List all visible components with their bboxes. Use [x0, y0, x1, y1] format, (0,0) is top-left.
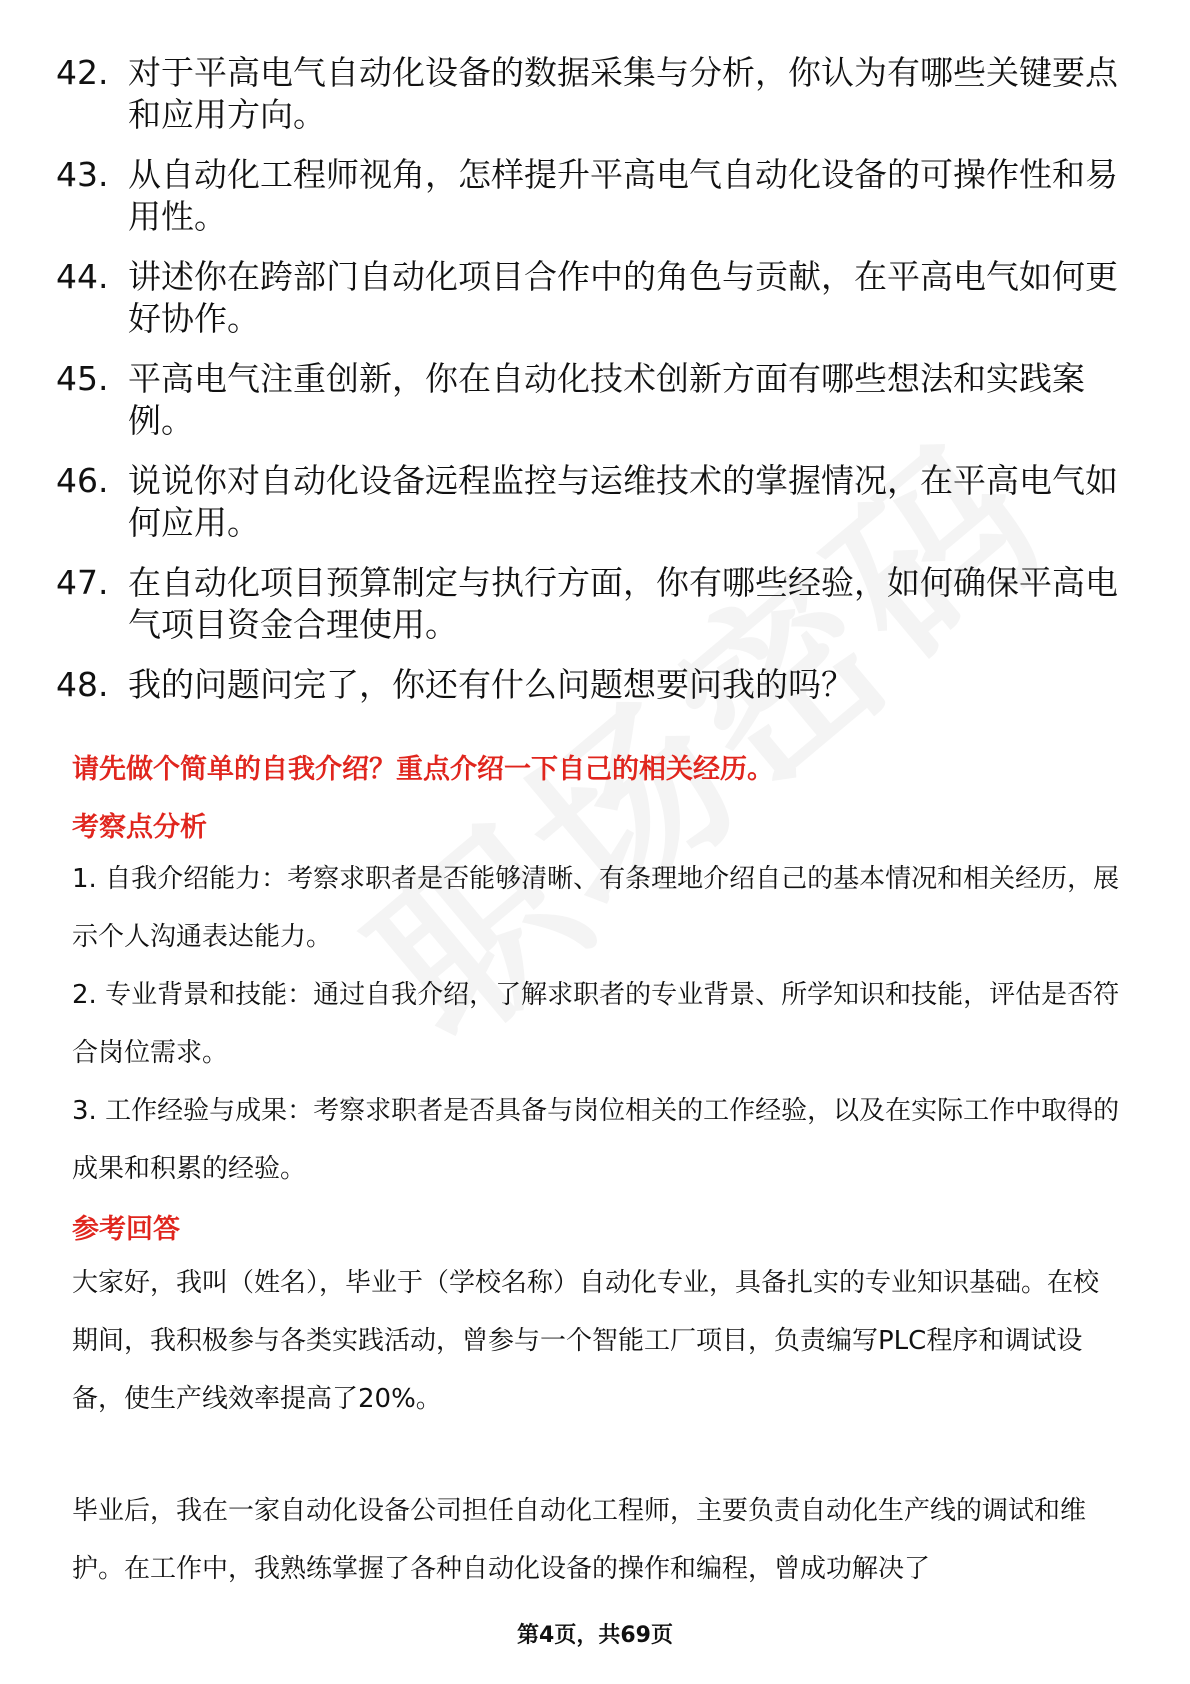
- answer-heading: 参考回答: [72, 1214, 180, 1245]
- question-text: 说说你对自动化设备远程监控与运维技术的掌握情况，在平高电气如何应用。: [128, 461, 1118, 542]
- question-list: [56, 52, 1126, 724]
- answer-paragraph: 大家好，我叫（姓名），毕业于（学校名称）自动化专业，具备扎实的专业知识基础。在校期间，我积极参与各类实践活动，曾参与一个智能工厂项目，负责编写PLC程序和调试设备，使生产线效率提高了20%。: [72, 1268, 1100, 1414]
- analysis-point: 2. 专业背景和技能：通过自我介绍，了解求职者的专业背景、所学知识和技能，评估是否符合岗位需求。: [72, 980, 1120, 1068]
- question-number: 43.: [56, 155, 109, 194]
- question-item: [56, 52, 1126, 136]
- question-number: 46.: [56, 461, 109, 500]
- question-number: 47.: [56, 563, 109, 602]
- analysis-point: 3. 工作经验与成果：考察求职者是否具备与岗位相关的工作经验，以及在实际工作中取得的成果和积累的经验。: [72, 1096, 1120, 1184]
- question-text: 我的问题问完了，你还有什么问题想要问我的吗？: [128, 665, 854, 704]
- question-text: 在自动化项目预算制定与执行方面，你有哪些经验，如何确保平高电气项目资金合理使用。: [128, 563, 1118, 644]
- question-number: 42.: [56, 53, 109, 92]
- question-text: 对于平高电气自动化设备的数据采集与分析，你认为有哪些关键要点和应用方向。: [128, 53, 1118, 134]
- featured-question: 请先做个简单的自我介绍？重点介绍一下自己的相关经历。: [72, 754, 774, 785]
- question-text: 平高电气注重创新，你在自动化技术创新方面有哪些想法和实践案例。: [128, 359, 1085, 440]
- question-text: 讲述你在跨部门自动化项目合作中的角色与贡献，在平高电气如何更好协作。: [128, 257, 1118, 338]
- question-item: [56, 358, 1126, 442]
- answer-paragraph: 毕业后，我在一家自动化设备公司担任自动化工程师，主要负责自动化生产线的调试和维护。在工作中，我熟练掌握了各种自动化设备的操作和编程，曾成功解决了: [72, 1496, 1087, 1584]
- question-item: [56, 154, 1126, 238]
- question-item: [56, 562, 1126, 646]
- question-number: 48.: [56, 665, 109, 704]
- question-item: [56, 256, 1126, 340]
- analysis-point: 1. 自我介绍能力：考察求职者是否能够清晰、有条理地介绍自己的基本情况和相关经历，展示个人沟通表达能力。: [72, 864, 1120, 952]
- analysis-heading: 考察点分析: [72, 812, 207, 843]
- question-item: [56, 664, 1126, 706]
- question-text: 从自动化工程师视角，怎样提升平高电气自动化设备的可操作性和易用性。: [128, 155, 1118, 236]
- question-number: 44.: [56, 257, 109, 296]
- question-number: 45.: [56, 359, 109, 398]
- page-footer: 第4页，共69页: [517, 1623, 673, 1648]
- question-item: [56, 460, 1126, 544]
- answer-section: [72, 752, 1122, 1598]
